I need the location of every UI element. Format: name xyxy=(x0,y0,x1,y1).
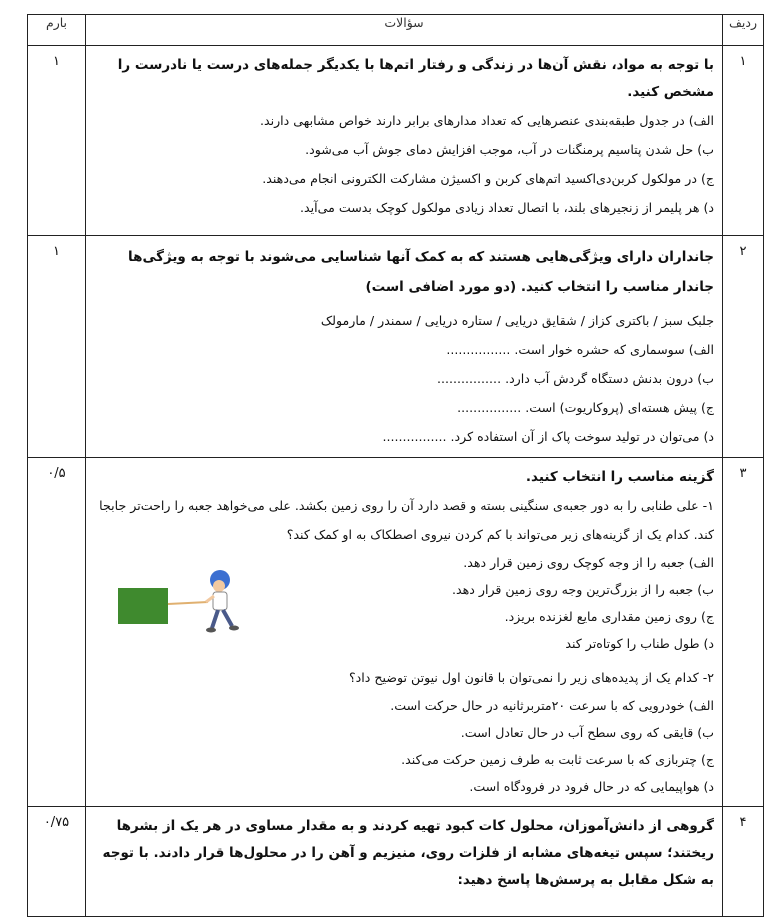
question-item: د) هواپیمایی که در حال فرود در فرودگاه است. xyxy=(469,779,714,794)
question-row-2 xyxy=(28,236,764,458)
child-pulling-icon xyxy=(168,570,239,633)
question-item: ب) حل شدن پتاسیم پرمنگنات در آب، موجب افزایش دمای جوش آب می‌شود. xyxy=(305,142,714,157)
question-item: الف) جعبه را از وجه کوچک روی زمین قرار دهد. xyxy=(463,555,714,570)
question-body xyxy=(86,458,723,807)
question-item: الف) در جدول طبقه‌بندی عنصرهایی که تعداد مدارهای برابر دارند خواص مشابهی دارند. xyxy=(259,113,714,128)
question-item: د) می‌توان در تولید سوخت پاک از آن استفاده کرد. ................ xyxy=(382,429,714,444)
question-stem: کند. کدام یک از گزینه‌های زیر می‌تواند با کم کردن نیروی اصطکاک به او کمک کند؟ xyxy=(286,527,714,542)
header-row xyxy=(28,15,764,46)
pulling-box-figure xyxy=(116,566,246,638)
question-score: ۰/۵ xyxy=(28,458,86,807)
question-stem: ۱- علی طنابی را به دور جعبه‌ی سنگینی بسته و قصد دارد آن را روی زمین بکشد. علی می‌خواهد جعبه را راحت‌تر جابجا xyxy=(99,498,714,513)
question-item: ج) روی زمین مقداری مایع لغزنده بریزد. xyxy=(504,609,714,624)
exam-table xyxy=(27,14,764,917)
question-score: ۱ xyxy=(28,236,86,458)
question-score: ۰/۷۵ xyxy=(28,807,86,917)
question-body xyxy=(86,236,723,458)
question-item: الف) خودرویی که با سرعت ۲۰متربرثانیه در حال حرکت است. xyxy=(390,698,714,713)
question-item: ج) چتربازی که با سرعت ثابت به طرف زمین حرکت می‌کند. xyxy=(401,752,714,767)
question-row-3 xyxy=(28,458,764,807)
question-item: الف) سوسماری که حشره خوار است. ................ xyxy=(446,342,714,357)
question-title: جانداران دارای ویژگی‌هایی هستند که به کمک آنها شناسایی می‌شوند با توجه به ویژگی‌ها جاندار مناسب را انتخاب کنید. (دو مورد اضافی است) xyxy=(128,249,714,295)
question-number: ۲ xyxy=(723,236,764,458)
questions-header: سؤالات xyxy=(86,15,723,46)
question-title: گروهی از دانش‌آموزان، محلول کات کبود تهیه کردند و به مقدار مساوی در هر یک از بشرها ریختند؛ سپس تیغه‌های مشابه از فلزات روی، منیزیم و آهن را در محلول‌ها قرار دادند. با توجه به شکل مقابل به پرسش‌ها پاسخ دهید: xyxy=(102,818,714,888)
question-item: ب) درون بدنش دستگاه گردش آب دارد. ................ xyxy=(437,371,714,386)
question-item: ب) جعبه را از بزرگ‌ترین وجه روی زمین قرار دهد. xyxy=(452,582,714,597)
score-header: بارم xyxy=(28,15,86,46)
question-title: با توجه به مواد، نقش آن‌ها در زندگی و رفتار اتم‌ها با یکدیگر جمله‌های درست یا نادرست را مشخص کنید. xyxy=(117,57,714,100)
question-row-4 xyxy=(28,807,764,917)
question-number: ۴ xyxy=(723,807,764,917)
question-number: ۱ xyxy=(723,46,764,236)
question-body xyxy=(86,46,723,236)
question-stem: ۲- کدام یک از پدیده‌های زیر را نمی‌توان با قانون اول نیوتن توضیح داد؟ xyxy=(348,670,714,685)
question-item: ج) پیش هسته‌ای (پروکاریوت) است. ................ xyxy=(457,400,714,415)
question-item: د) هر پلیمر از زنجیرهای بلند، با اتصال تعداد زیادی مولکول کوچک بدست می‌آید. xyxy=(300,200,714,215)
question-item: د) طول طناب را کوتاه‌تر کند xyxy=(565,636,714,651)
question-item: ب) قایقی که روی سطح آب در حال تعادل است. xyxy=(460,725,714,740)
box-icon xyxy=(118,588,168,624)
question-score: ۱ xyxy=(28,46,86,236)
question-number: ۳ xyxy=(723,458,764,807)
question-item: ج) در مولکول کربن‌دی‌اکسید اتم‌های کربن و اکسیژن مشارکت الکترونی انجام می‌دهند. xyxy=(262,171,714,186)
question-body xyxy=(86,807,723,917)
row-header: ردیف xyxy=(723,15,764,46)
question-row-1 xyxy=(28,46,764,236)
options-list: جلبک سبز / باکتری کزاز / شقایق دریایی / ستاره دریایی / سمندر / مارمولک xyxy=(320,313,714,328)
question-title: گزینه مناسب را انتخاب کنید. xyxy=(525,469,714,485)
